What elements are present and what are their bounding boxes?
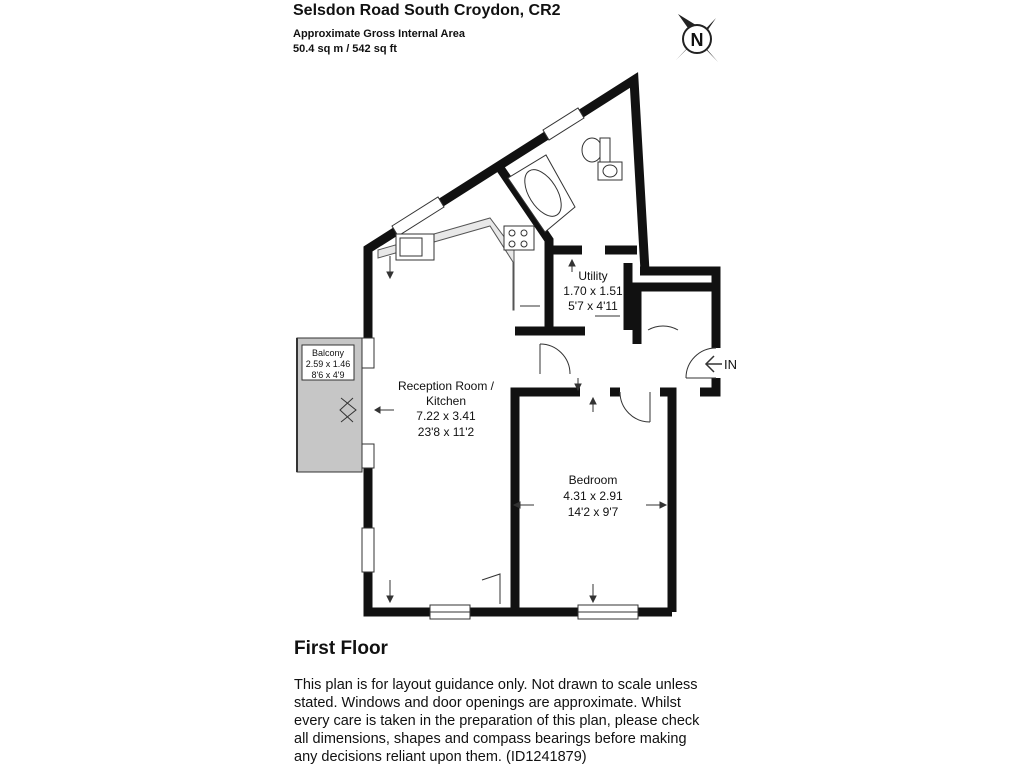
bedroom-name: Bedroom	[568, 473, 618, 487]
windows	[362, 108, 638, 619]
reception-imperial: 23'8 x 11'2	[417, 425, 475, 439]
reception-metric: 7.22 x 3.41	[416, 409, 476, 423]
balcony-imperial: 8'6 x 4'9	[311, 370, 345, 380]
entrance-label: IN	[724, 357, 737, 372]
utility-metric: 1.70 x 1.51	[563, 284, 623, 298]
disclaimer-line: any decisions reliant upon them. (ID1241879)	[294, 749, 587, 765]
utility-imperial: 5'7 x 4'11	[568, 299, 618, 313]
utility-name: Utility	[578, 269, 608, 283]
compass-north-label: N	[690, 30, 704, 50]
disclaimer-line: every care is taken in the preparation of this plan, please check	[294, 713, 700, 729]
area-label: Approximate Gross Internal Area	[293, 28, 465, 40]
bedroom-imperial: 14'2 x 9'7	[567, 505, 619, 519]
balcony-metric: 2.59 x 1.46	[305, 359, 351, 369]
area-value: 50.4 sq m / 542 sq ft	[293, 43, 397, 55]
disclaimer-line: stated. Windows and door openings are approximate. Whilst	[294, 695, 681, 711]
bedroom-metric: 4.31 x 2.91	[563, 489, 623, 503]
doors	[340, 306, 716, 604]
floor-label: First Floor	[294, 638, 388, 659]
disclaimer-line: This plan is for layout guidance only. Not drawn to scale unless	[294, 677, 698, 693]
compass-icon	[676, 14, 718, 62]
balcony	[297, 338, 362, 472]
entrance-arrow-icon	[706, 356, 722, 372]
disclaimer	[294, 676, 734, 766]
plan-title: Selsdon Road South Croydon, CR2	[293, 2, 561, 19]
reception-name-line1: Reception Room /	[397, 379, 495, 393]
disclaimer-line: all dimensions, shapes and compass bearings before making	[294, 731, 687, 747]
hob-icon	[504, 226, 534, 250]
balcony-name: Balcony	[311, 348, 345, 358]
reception-name-line2: Kitchen	[425, 394, 467, 408]
toilet-icon	[582, 138, 602, 162]
